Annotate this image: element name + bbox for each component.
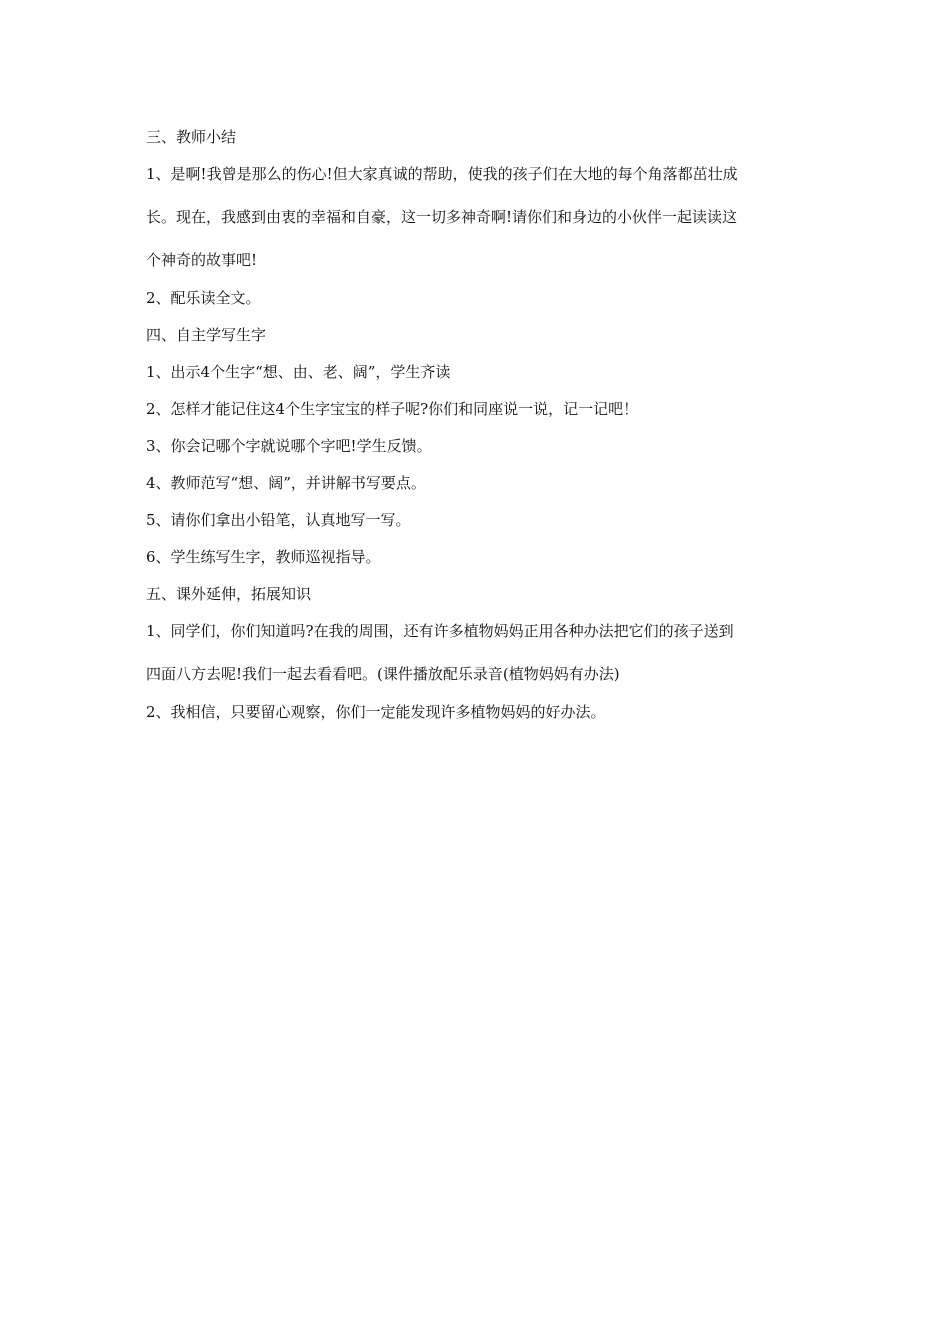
writing-step-3: 3、你会记哪个字就说哪个字吧!学生反馈。 [146,437,432,455]
paragraph-line: 个神奇的故事吧! [146,251,258,269]
paragraph-summary-2: 2、配乐读全文。 [146,289,261,307]
writing-step-1: 1、出示4个生字“想、由、老、阔”，学生齐读 [146,363,451,381]
paragraph-extension-2: 2、我相信，只要留心观察，你们一定能发现许多植物妈妈的好办法。 [146,703,606,721]
writing-step-2: 2、怎样才能记住这4个生字宝宝的样子呢?你们和同座说一说，记一记吧！ [146,400,639,418]
paragraph-extension-1 [146,620,811,685]
section-heading-writing: 四、自主学写生字 [146,326,267,344]
section-heading-teacher-summary: 三、教师小结 [146,128,237,146]
paragraph-line: 长。现在，我感到由衷的幸福和自豪，这一切多神奇啊!请你们和身边的小伙伴一起读读这 [146,208,738,226]
paragraph-summary-1 [146,163,811,271]
paragraph-line: 1、是啊!我曾是那么的伤心!但大家真诚的帮助，使我的孩子们在大地的每个角落都茁壮成 [146,165,738,183]
document-body [146,126,811,723]
writing-step-5: 5、请你们拿出小铅笔，认真地写一写。 [146,511,411,529]
writing-step-4: 4、教师范写“想、阔”，并讲解书写要点。 [146,474,426,492]
section-heading-extension: 五、课外延伸，拓展知识 [146,585,312,603]
paragraph-line: 1、同学们，你们知道吗?在我的周围，还有许多植物妈妈正用各种办法把它们的孩子送到 [146,622,734,640]
writing-step-6: 6、学生练写生字，教师巡视指导。 [146,548,381,566]
paragraph-line: 四面八方去呢!我们一起去看看吧。(课件播放配乐录音(植物妈妈有办法) [146,665,620,683]
